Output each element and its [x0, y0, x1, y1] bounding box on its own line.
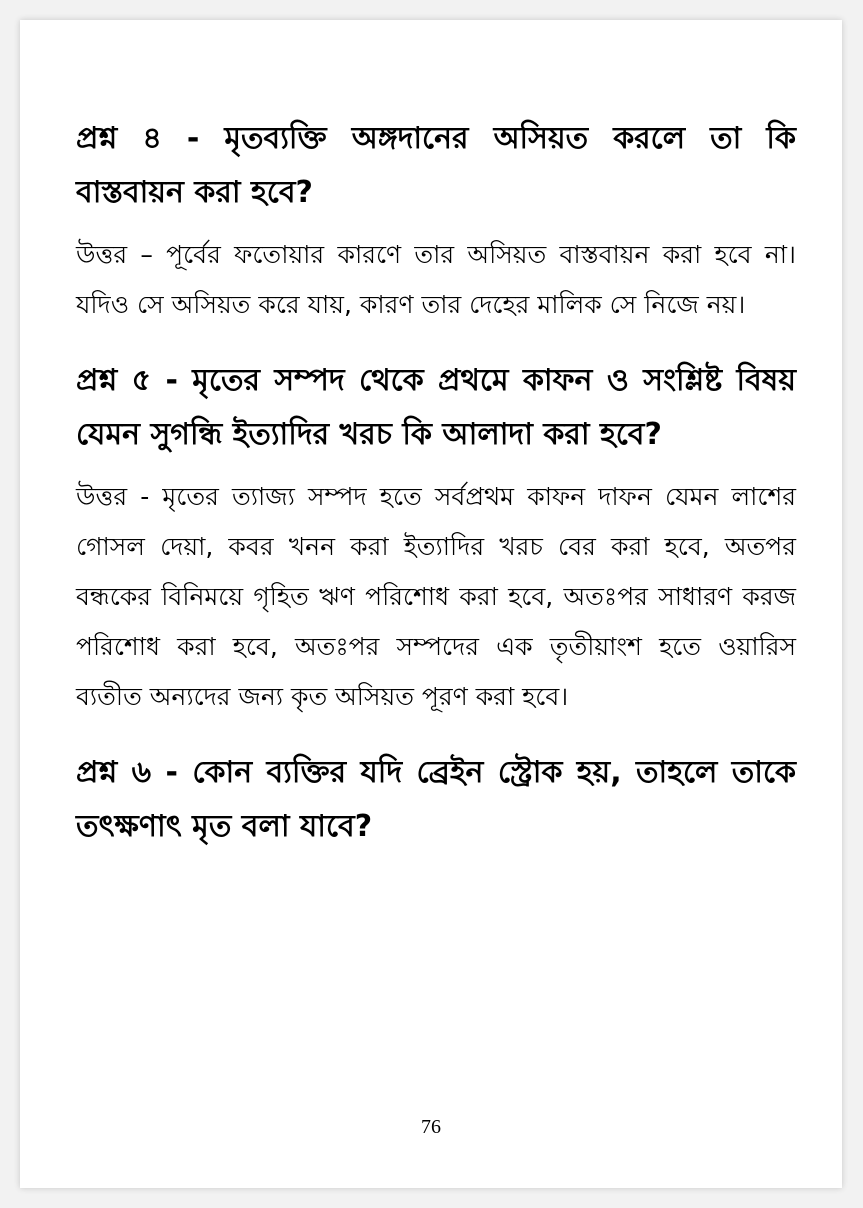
page-number: 76: [421, 1116, 441, 1138]
answer-4: উত্তর – পূর্বের ফতোয়ার কারণে তার অসিয়ত বাস্তবায়ন করা হবে না। যদিও সে অসিয়ত করে যায়, কারণ তার দেহের মালিক সে নিজে নয়।: [76, 240, 796, 319]
answer-5: উত্তর - মৃতের ত্যাজ্য সম্পদ হতে সর্বপ্রথম কাফন দাফন যেমন লাশের গোসল দেয়া, কবর খনন করা ইত্যাদির খরচ বের করা হবে, অতপর বন্ধকের বিনিময়ে গৃহিত ঋণ পরিশোধ করা হবে, অতঃপর সাধারণ করজ পরিশোধ করা হবে, অতঃপর সম্পদের এক তৃতীয়াংশ হতে ওয়ারিস ব্যতীত অন্যদের জন্য কৃত অসিয়ত পূরণ করা হবে।: [76, 482, 796, 711]
document-page: [20, 20, 842, 1188]
question-4: প্রশ্ন ৪ - মৃতব্যক্তি অঙ্গদানের অসিয়ত করলে তা কি বাস্তবায়ন করা হবে?: [76, 121, 796, 210]
question-5: প্রশ্ন ৫ - মৃতের সম্পদ থেকে প্রথমে কাফন ও সংশ্লিষ্ট বিষয় যেমন সুগন্ধি ইত্যাদির খরচ কি আলাদা করা হবে?: [76, 363, 796, 452]
question-6: প্রশ্ন ৬ - কোন ব্যক্তির যদি ব্রেইন স্ট্রোক হয়, তাহলে তাকে তৎক্ষণাৎ মৃত বলা যাবে?: [76, 755, 796, 844]
